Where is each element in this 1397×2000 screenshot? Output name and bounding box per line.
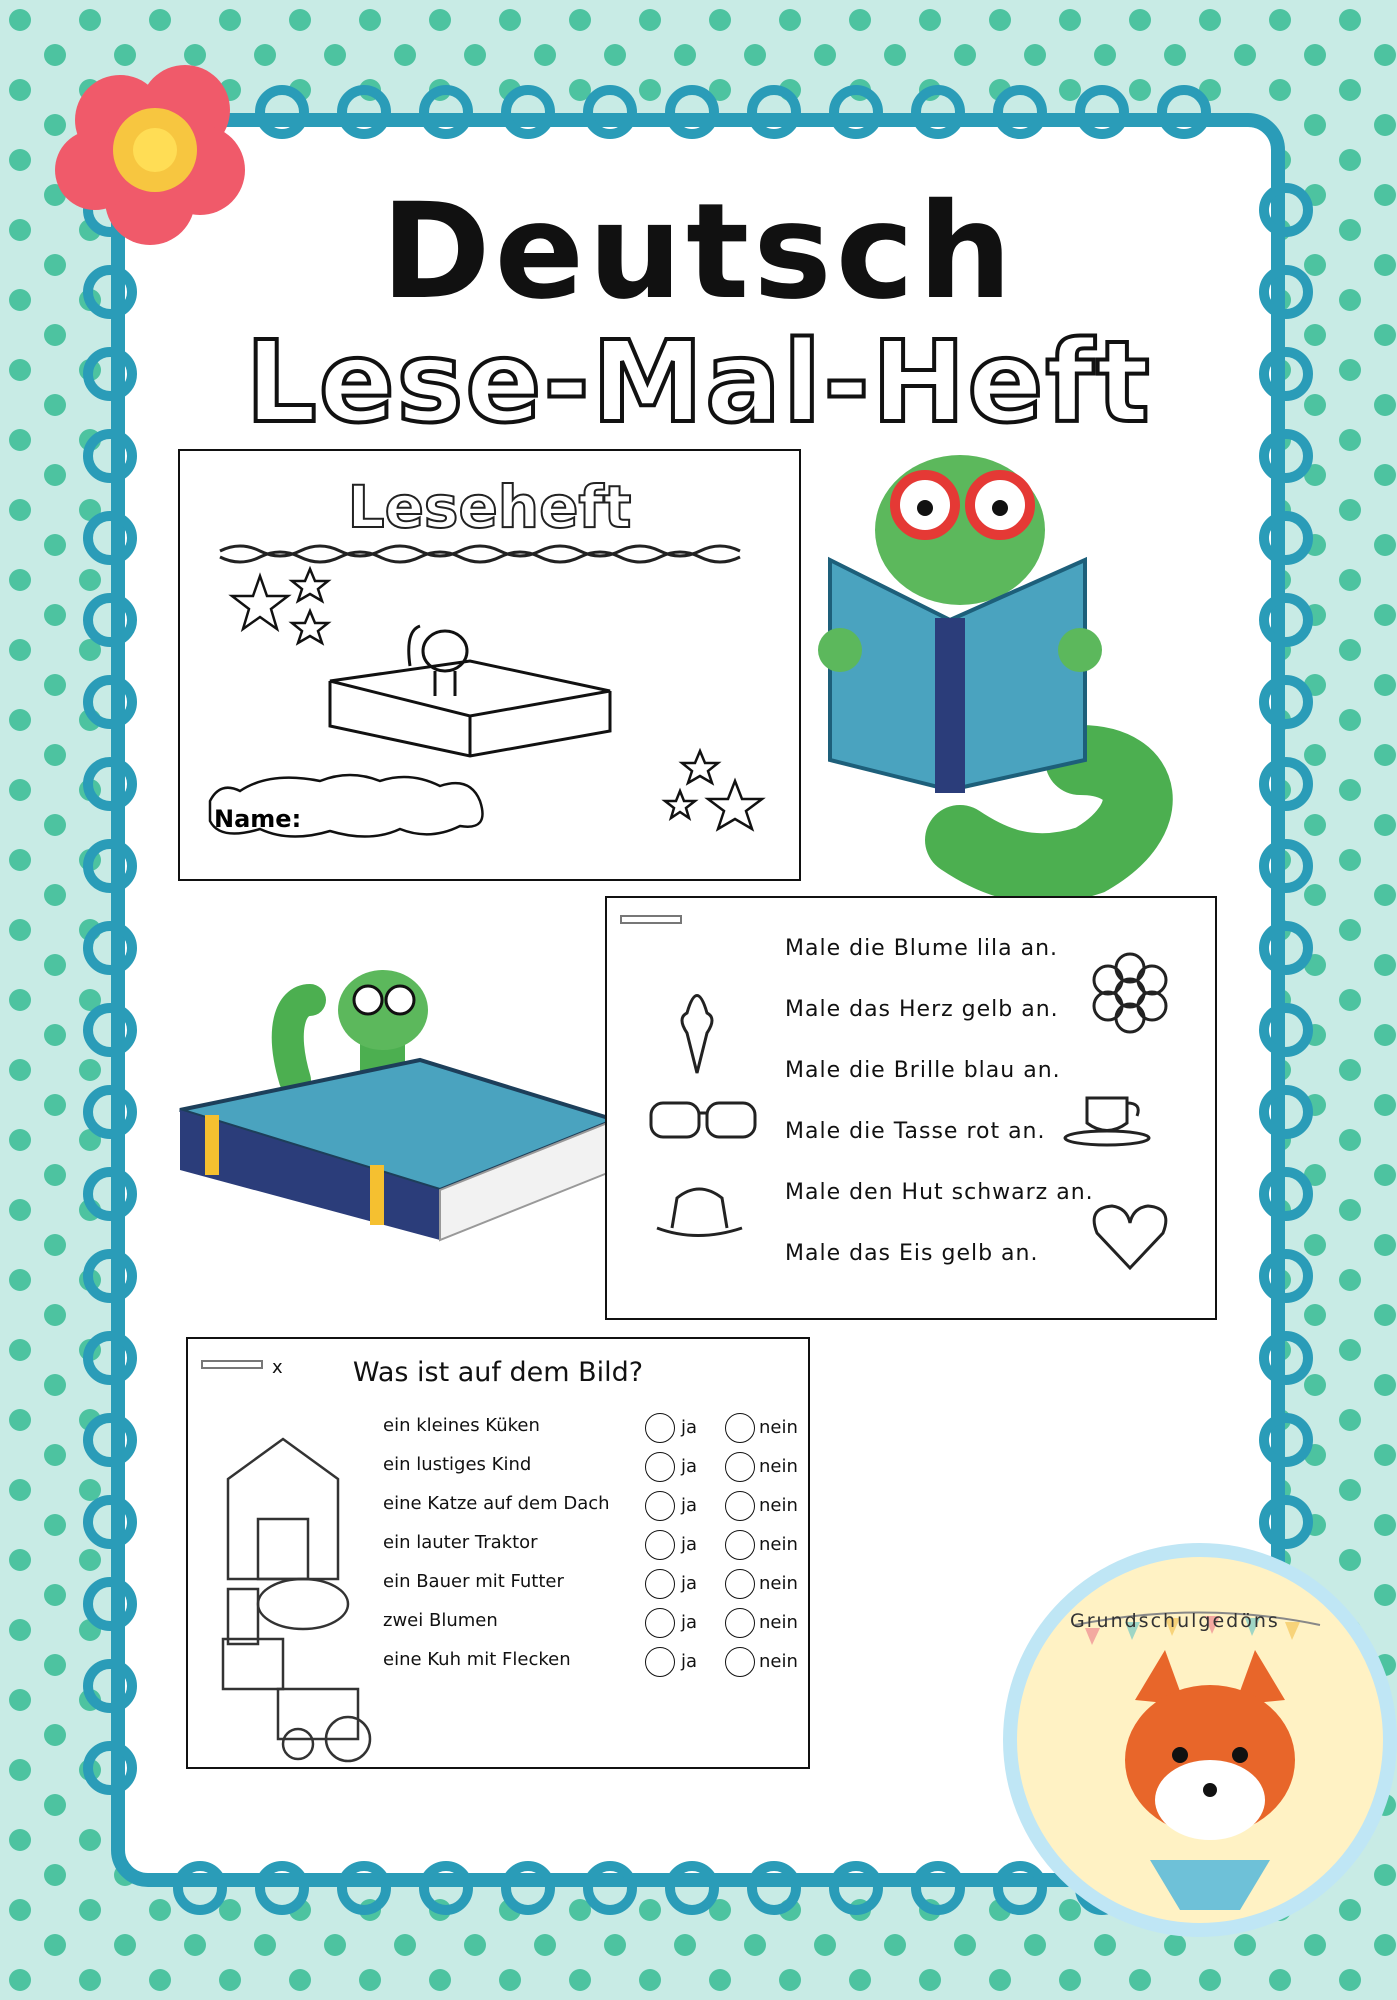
- cover-heading: Leseheft: [347, 473, 632, 541]
- no-label: nein: [759, 1612, 798, 1633]
- quiz-row: [383, 1452, 803, 1482]
- preview-cover-card: [178, 449, 801, 881]
- cow-icon: [258, 1579, 348, 1629]
- star-icon: [232, 569, 762, 829]
- quiz-item-text: ein kleines Küken: [383, 1415, 540, 1436]
- yes-circle[interactable]: [645, 1452, 675, 1482]
- page-title: Deutsch: [381, 175, 1016, 329]
- yes-label: ja: [681, 1612, 698, 1633]
- yes-circle[interactable]: [645, 1647, 675, 1677]
- yes-circle[interactable]: [645, 1491, 675, 1521]
- no-circle[interactable]: [725, 1491, 755, 1521]
- heart-icon: [1094, 1206, 1166, 1268]
- yes-label: ja: [681, 1534, 698, 1555]
- quiz-row: [383, 1647, 803, 1677]
- instruction-4: Male die Tasse rot an.: [785, 1119, 1046, 1144]
- farmer-icon: [228, 1589, 258, 1644]
- quiz-item-text: eine Kuh mit Flecken: [383, 1649, 571, 1670]
- quiz-row: [383, 1413, 803, 1443]
- quiz-item-text: ein lauter Traktor: [383, 1532, 538, 1553]
- yes-label: ja: [681, 1573, 698, 1594]
- check-mark: x: [272, 1357, 283, 1378]
- barn-icon: [228, 1439, 338, 1579]
- no-label: nein: [759, 1417, 798, 1438]
- no-label: nein: [759, 1534, 798, 1555]
- instruction-6: Male das Eis gelb an.: [785, 1241, 1039, 1266]
- instruction-3: Male die Brille blau an.: [785, 1058, 1061, 1083]
- yes-circle[interactable]: [645, 1608, 675, 1638]
- quiz-row: [383, 1569, 803, 1599]
- quiz-row: [383, 1491, 803, 1521]
- no-label: nein: [759, 1573, 798, 1594]
- glasses-icon: [651, 1103, 699, 1137]
- no-circle[interactable]: [725, 1452, 755, 1482]
- quiz-row: [383, 1530, 803, 1560]
- no-label: nein: [759, 1456, 798, 1477]
- no-circle[interactable]: [725, 1647, 755, 1677]
- brand-name: Grundschulgedöns: [1070, 1610, 1280, 1632]
- preview-quiz-card: [186, 1337, 810, 1769]
- ice-cream-icon: [682, 996, 712, 1074]
- instruction-2: Male das Herz gelb an.: [785, 997, 1059, 1022]
- no-circle[interactable]: [725, 1608, 755, 1638]
- no-label: nein: [759, 1651, 798, 1672]
- no-label: nein: [759, 1495, 798, 1516]
- no-circle[interactable]: [725, 1530, 755, 1560]
- quiz-item-text: ein Bauer mit Futter: [383, 1571, 564, 1592]
- no-circle[interactable]: [725, 1413, 755, 1443]
- yes-circle[interactable]: [645, 1530, 675, 1560]
- preview-coloring-card: [605, 896, 1217, 1320]
- quiz-question: Was ist auf dem Bild?: [352, 1357, 644, 1388]
- yes-label: ja: [681, 1417, 698, 1438]
- quiz-item-text: eine Katze auf dem Dach: [383, 1493, 610, 1514]
- no-circle[interactable]: [725, 1569, 755, 1599]
- yes-circle[interactable]: [645, 1569, 675, 1599]
- instruction-5: Male den Hut schwarz an.: [785, 1180, 1094, 1205]
- quiz-item-text: zwei Blumen: [383, 1610, 498, 1631]
- instruction-1: Male die Blume lila an.: [785, 936, 1059, 961]
- yes-label: ja: [681, 1456, 698, 1477]
- name-label: Name:: [214, 805, 302, 833]
- yes-label: ja: [681, 1495, 698, 1516]
- book-icon: [330, 626, 610, 756]
- page-subtitle: Lese-Mal-Heft: [245, 318, 1152, 448]
- flower-icon: [1094, 954, 1166, 1032]
- cup-icon: [1087, 1098, 1138, 1131]
- quiz-row: [383, 1608, 803, 1638]
- quiz-item-text: ein lustiges Kind: [383, 1454, 532, 1475]
- hat-icon: [657, 1189, 742, 1236]
- yes-label: ja: [681, 1651, 698, 1672]
- fox-logo: [1010, 1550, 1390, 1930]
- yes-circle[interactable]: [645, 1413, 675, 1443]
